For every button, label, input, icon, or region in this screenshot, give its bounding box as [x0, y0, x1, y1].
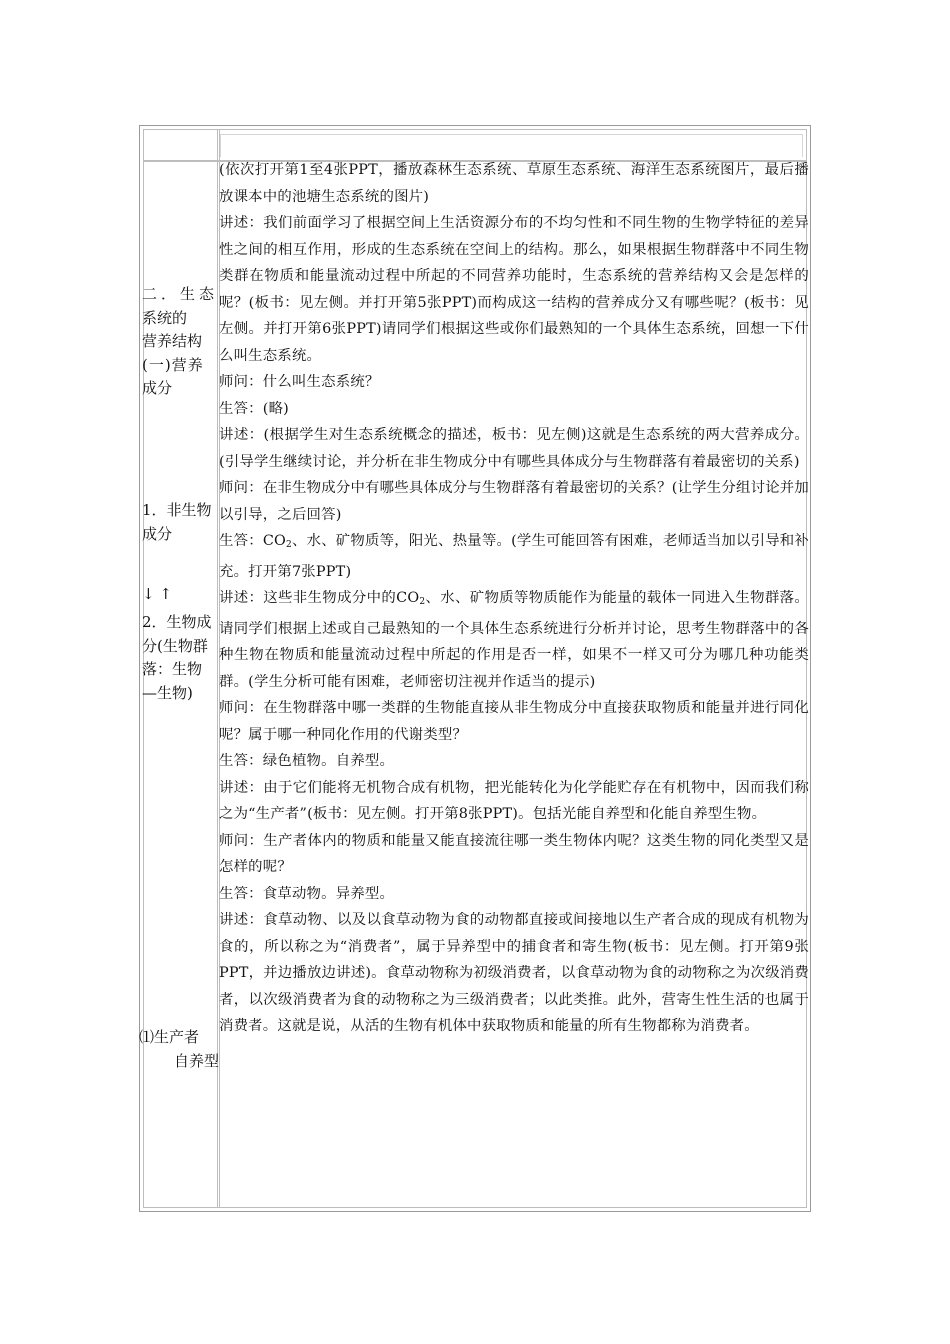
- teacher-question: 师问：在非生物成分中有哪些具体成分与生物群落有着最密切的关系？(让学生分组讨论并加以引导，之后回答): [219, 480, 809, 523]
- producer-line: 自养型: [173, 1051, 219, 1070]
- teacher-question: 师问：生产者体内的物质和能量又能直接流往哪一类生物体内呢？这类生物的同化类型又是怎样的呢？: [219, 832, 809, 875]
- subscript: 2: [419, 597, 426, 607]
- producer-heading: [139, 1026, 219, 1073]
- nonbio-heading: [142, 499, 218, 546]
- narration-text: 讲述：这些非生物成分中的CO: [219, 590, 420, 606]
- section-heading: [142, 283, 218, 401]
- heading-line: 成分: [142, 379, 173, 397]
- subscript: 2: [286, 540, 292, 550]
- nonbio-line: 1．非生物: [142, 501, 212, 519]
- narration-paragraph: 讲述：食草动物、以及以食草动物为食的动物都直接或间接地以生产者合成的现成有机物为食的，所以称之为“消费者”，属于异养型中的捕食者和寄生物(板书：见左侧。打开第9张PPT，并边播放边讲述)。食草动物称为初级消费者，以食草动物为食的动物称之为次级消费者，以次级消费者为食的动物称之为三级消费者；以此类推。此外，营寄生性生活的也属于消费者。这就是说，从活的生物有机体中获取物质和能量的所有生物都称为消费者。: [219, 912, 809, 1034]
- bio-line: 2．生物成: [142, 613, 212, 631]
- narration-paragraph: [219, 585, 809, 695]
- narration-paragraph: 讲述：由于它们能将无机物合成有机物，把光能转化为化学能贮存在有机物中，因而我们称之为“生产者”(板书：见左侧。打开第8张PPT)。包括光能自养型和化能自养型生物。: [219, 779, 809, 822]
- student-answer: 生答：食草动物。异养型。: [219, 885, 395, 902]
- heading-line: 营养结构: [142, 332, 203, 350]
- bio-heading: [142, 611, 218, 705]
- narration-text: 、水、矿物质等物质能作为能量的载体一同进入生物群落。请同学们根据上述或自己最熟知的一个具体生态系统进行分析并讨论，思考生物群落中的各种生物在物质和能量流动过程中所起的作用是否一样，如果不一样又可分为哪几种功能类群。(学生分析可能有困难，老师密切注视并作适当的提示): [219, 590, 809, 690]
- narration-paragraph: 讲述：我们前面学习了根据空间上生活资源分布的不均匀性和不同生物的生物学特征的差异性之间的相互作用，形成的生态系统在空间上的结构。那么，如果根据生物群落中不同生物类群在物质和能量流动过程中所起的不同营养功能时，生态系统的营养结构又会是怎样的呢？(板书：见左侧。并打开第5张PPT)而构成这一结构的营养成分又有哪些呢？(板书：见左侧。并打开第6张PPT)请同学们根据这些或你们最熟知的一个具体生态系统，回想一下什么叫生态系统。: [219, 215, 809, 364]
- heading-line: (一)营养: [142, 355, 204, 374]
- bio-line: 落：生物: [142, 660, 203, 678]
- header-cell: [220, 134, 803, 157]
- student-answer: 生答：(略): [219, 400, 289, 417]
- answer-text: 、水、矿物质等，阳光、热量等。(学生可能回答有困难，老师适当加以引导和补充。打开第7张PPT): [219, 533, 809, 580]
- teacher-question: 师问：在生物群落中哪一类群的生物能直接从非生物成分中直接获取物质和能量并进行同化呢？属于哪一种同化作用的代谢类型？: [219, 700, 809, 743]
- producer-line: ⑴生产者: [139, 1028, 200, 1046]
- answer-text: 生答：CO: [219, 533, 287, 549]
- flow-arrows: ↓ ↑: [142, 585, 172, 603]
- lesson-content: [219, 157, 809, 1040]
- narration-paragraph: 讲述：(根据学生对生态系统概念的描述，板书：见左侧)这就是生态系统的两大营养成分。(引导学生继续讨论，并分析在非生物成分中有哪些具体成分与生物群落有着最密切的关系): [219, 427, 809, 470]
- bio-line: —生物): [142, 683, 193, 702]
- bio-line: 分(生物群: [142, 636, 208, 655]
- heading-line: 二．生态: [142, 285, 219, 303]
- stage-direction: (依次打开第1至4张PPT，播放森林生态系统、草原生态系统、海洋生态系统图片，最后播放课本中的池塘生态系统的图片): [219, 162, 809, 205]
- teacher-question: 师问：什么叫生态系统？: [219, 374, 380, 390]
- student-answer: [219, 528, 809, 585]
- student-answer: 生答：绿色植物。自养型。: [219, 753, 395, 769]
- nonbio-line: 成分: [142, 524, 173, 543]
- heading-line: 系统的: [142, 308, 188, 327]
